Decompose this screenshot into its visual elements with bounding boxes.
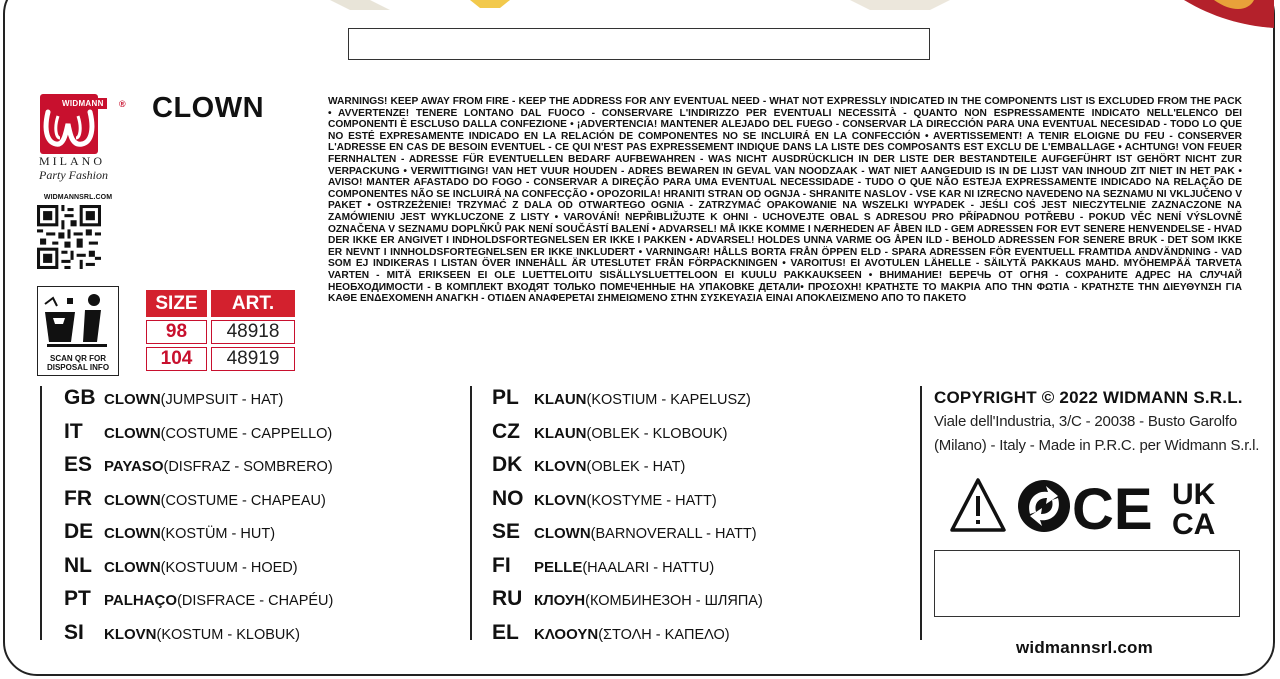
address-line-2: (Milano) - Italy - Made in P.R.C. per Widmann S.r.l. <box>934 437 1260 454</box>
address-line-1: Viale dell'Industria, 3/C - 20038 - Busto Garolfo <box>934 413 1237 430</box>
language-row <box>492 520 763 554</box>
safety-warnings: WARNINGS! KEEP AWAY FROM FIRE - KEEP THE ADDRESS FOR ANY EVENTUAL NEED - WHAT NOT EXPRESSLY INDICATED IN THE COMPONENTS LIST IS EXCLUDED FROM THE PACK • AVVERTENZE! TENERE LONTANO DAL FUOCO - CONSERVARE L'INDIRIZZO PER EVENTUALI NECESSITÀ - QUANTO NON ESPRESSAMENTE INDICATO NELL'ELENCO DEI COMPONENTI È ESCLUSO DALLA CONFEZIONE • ¡ADVERTENCIA! MANTENER ALEJADO DEL FUEGO - CONSERVAR LA DIRECCIÓN PARA UNA EVENTUAL NECESIDAD - TODO LO QUE NO ESTÉ EXPRESAMENTE INDICADO EN LA RELACIÓN DE COMPONENTES NO SE INCLUIRÁ EN LA CONFECCIÓN • AVERTISSEMENT! A TENIR ELOIGNE DU FEU - CONSERVER L'ADRESSE EN CAS DE BESOIN EVENTUEL - CE QUI N'EST PAS EXPRESSEMENT INDIQUE DANS LA LISTE DES COMPOSANTS EST EXCLU DE L'EMBALLAGE • ACHTUNG! VON FEUER FERNHALTEN - ADRESSE FÜR EVENTUELLEN BEDARF AUFBEWAHREN - WAS NICHT AUSDRÜCKLICH IN DER LISTE DER BESTANDTEILE AUFGEFÜHRT IST GEHÖRT NICHT ZUR VERPACKUNG • VERWITTIGING! VAN HET VUUR HOUDEN - ADRES BEWAREN IN GEVAL VAN NOODZAAK - WAT NIET AANGEDUID IS IN DE LIJST VAN INHOUD ZIT NIET IN HET PAK • AVISO! MANTER AFASTADO DO FOGO - CONSERVAR A DIREÇÃO PARA UMA EVENTUAL NECESSIDADE - TUDO O QUE NÃO ESTEJA EXPRESSAMENTE INDICADO NA RELAÇÃO DE COMPONENTES NÃO SE INCLUIRÁ NA CONFECÇÃO • OPOZORILA! HRANITI STRAN OD OGNJA - SHRANITE NASLOV - VSE KAR NI IZRECNO NAVEDENO NA SEZNAMU NI VKLJUČENO V PAKET • OSTRZEŻENIE! TRZYMAĆ Z DALA OD OTWARTEGO OGNIA - ZATRZYMAĆ OPAKOWANIE NA WSZELKI WYPADEK - JEŚLI COŚ JEST NIECZYTELNIE ZAZNACZONE NA ZAMÓWIENIU JEST WYKLUCZONE Z LISTY • VAROVÁNÍ! NEPŘIBLIŽUJTE K OHNI - UCHOVEJTE OBAL S ADRESOU PRO PŘÍPADNOU POTŘEBU - POKUD VĚC NENÍ VÝSLOVNĚ OZNAČENA V SEZNAMU DOPLŇKŮ PAK NENÍ SOUČÁSTÍ BALENÍ • ADVARSEL! MÅ IKKE KOMME I NÆRHEDEN AF ÅBEN ILD - GEM ADRESSEN FOR EVT SENERE HENVENDELSE - HVAD DER IKKE ER ANGIVET I INDHOLDSFORTEGNELSEN ER IKKE I PAKKEN • ADVARSEL! HOLDES UNNA VARME OG ÅPEN ILD - BEHOLD ADRESSEN FOR SENERE BRUK - DET SOM IKKE ER NEVNT I INNHOLDSFORTEGNELSEN ER IKKE INKLUDERT • VARNINGAR! HÅLLS BORTA FRÅN ÖPPEN ELD - SPARA ADRESSEN FÖR EVENTUELL FRAMTIDA ANDVÄNDNING - VAD SOM EJ INDIKERAS I LISTAN ÖVER INNEHÅLL ÄR UTESLUTET FRÅN FÖRPACKNINGEN • VAROITUS! EI AVOTULEN LÄHELLE - SÄILYTÄ PAKKAUS MAHD. MYÖHEMPÄÄ TARVETA VARTEN - MITÄ ERIKSEEN EI OLE LUETTELOITU SISÄLLYSLUETTELOON EI KUULU PAKKAUKSEEN • ВНИМАНИЕ! БЕРЕЧЬ ОТ ОГНЯ - СОХРАНИТЕ АДРЕС НА СЛУЧАЙ НЕОБХОДИМОСТИ - В КОМПЛЕКТ ВХОДЯТ ТОЛЬКО ПОМЕЧЕННЫЕ НА УПАКОВКЕ ДЕТАЛИ• ΠΡΟΣΟΧΗ! ΚΡΑΤΗΣΤΕ ΤΟ ΜΑΚΡΙΑ ΑΠΟ ΤΗΝ ΦΩΤΙΑ - ΚΡΑΤΗΣΤΕ ΤΗΝ ΔΙΕΥΘΥΝΣΗ ΓΙΑ ΚΑΘΕ ΕΝΔΕΧΟΜΕΝΗ ΑΝΑΓΚΗ - ΟΤΙΔΕΝ ΑΝΑΦΕΡΕΤΑΙ ΣΗΜΕΙΩΜΕΝΟ ΣΤΗΝ ΣΥΣΚΕΥΑΣΙΑ ΕΙΝΑΙ ΑΠΟΚΛΕΙΣΜΕΝΟ ΑΠΟ ΤΟ ΠΑΚΕΤΟ <box>328 96 1242 305</box>
logo-brand-text: WIDMANN <box>59 98 107 109</box>
certification-symbols <box>948 476 1238 536</box>
recycle-bin-info-icon <box>39 290 117 348</box>
language-code: DK <box>492 453 523 476</box>
corner-decorative-art <box>1184 0 1274 28</box>
widmann-logo <box>37 94 133 186</box>
qr-block <box>37 194 119 280</box>
language-item: CLOWN <box>104 391 161 408</box>
language-list-right <box>470 386 763 644</box>
art-number: 48919 <box>211 347 295 371</box>
language-item: PALHAÇO <box>104 592 178 609</box>
language-desc: (KOSTÜM - HUT) <box>160 526 276 542</box>
language-item: CLOWN <box>104 424 161 442</box>
size-table <box>146 290 295 371</box>
green-dot-recycle-icon <box>1018 480 1070 532</box>
language-row <box>492 420 763 454</box>
disposal-line-2: DISPOSAL INFO <box>46 363 110 372</box>
ce-mark-icon <box>1072 477 1153 536</box>
language-code: FR <box>64 486 92 510</box>
company-address <box>934 410 1264 458</box>
language-item: ΚΛΟΟΥΝ <box>534 625 599 643</box>
language-desc: (HAALARI - HATTU) <box>582 559 715 576</box>
language-desc: (KOSTUUM - HOED) <box>160 559 298 576</box>
qr-url: WIDMANNSRL.COM <box>43 194 113 201</box>
language-desc: (КОМБИНЕЗОН - ШЛЯПА) <box>585 593 763 609</box>
disposal-caption <box>38 354 118 372</box>
language-item: CLOWN <box>104 525 161 542</box>
language-item: CLOWN <box>534 525 591 542</box>
language-row <box>492 386 763 420</box>
language-row <box>492 487 763 521</box>
top-decorative-art <box>330 0 950 10</box>
language-item: KLAUN <box>534 391 587 408</box>
language-desc: (BARNOVERALL - HATT) <box>590 526 757 542</box>
language-code: NL <box>64 553 92 577</box>
language-desc: (ΣΤΟΛΗ - ΚΑΠΕΛΟ) <box>598 626 730 643</box>
language-item: CLOWN <box>104 491 161 509</box>
language-code: PT <box>64 587 91 610</box>
size-value: 98 <box>146 320 207 344</box>
language-row <box>64 386 333 420</box>
language-desc: (KOSTUM - KLOBUK) <box>156 626 300 643</box>
size-table-header <box>146 290 295 317</box>
website-url[interactable]: widmannsrl.com <box>1016 638 1153 657</box>
language-desc: (DISFRACE - CHAPÉU) <box>177 593 334 609</box>
qr-code-icon[interactable] <box>37 204 101 270</box>
language-row <box>64 587 333 621</box>
language-item: PELLE <box>534 558 583 576</box>
language-row <box>64 487 333 521</box>
size-header: SIZE <box>146 290 207 317</box>
language-desc: (JUMPSUIT - HAT) <box>160 392 284 408</box>
language-row <box>64 520 333 554</box>
language-row <box>492 453 763 487</box>
language-code: DE <box>64 520 94 543</box>
language-code: EL <box>492 620 519 644</box>
logo-city: MILANO <box>39 154 105 168</box>
language-desc: (OBLEK - KLOBOUK) <box>586 425 728 442</box>
top-label-box <box>348 28 930 60</box>
ukca-top: UK <box>1172 478 1216 511</box>
size-row <box>146 320 295 344</box>
language-desc: (COSTUME - CAPPELLO) <box>160 425 333 442</box>
logo-tagline: Party Fashion <box>39 168 108 182</box>
copyright-text: COPYRIGHT © 2022 WIDMANN S.R.L. <box>934 388 1243 407</box>
language-item: КЛОУН <box>534 592 586 609</box>
language-row <box>64 420 333 454</box>
language-desc: (KOSTYME - HATT) <box>586 492 717 509</box>
art-header: ART. <box>211 290 295 317</box>
language-desc: (COSTUME - CHAPEAU) <box>160 492 326 509</box>
size-row <box>146 347 295 371</box>
product-title: CLOWN <box>152 92 265 124</box>
language-code: CZ <box>492 419 520 443</box>
language-code: IT <box>64 419 83 443</box>
language-item: KLAUN <box>534 424 587 442</box>
language-code: GB <box>64 386 96 409</box>
language-row <box>492 587 763 621</box>
language-row <box>64 453 333 487</box>
language-desc: (DISFRAZ - SOMBRERO) <box>163 459 333 475</box>
language-list-left <box>40 386 334 644</box>
language-code: FI <box>492 553 511 577</box>
ukca-mark-icon <box>1172 478 1216 536</box>
language-code: PL <box>492 386 519 409</box>
language-item: KLOVN <box>534 458 587 475</box>
language-desc: (OBLEK - HAT) <box>586 459 686 475</box>
bottom-label-box <box>934 550 1240 617</box>
logo-registered-mark: ® <box>119 99 126 109</box>
language-desc: (KOSTIUM - KAPELUSZ) <box>586 392 751 408</box>
ce-mark: CE <box>1072 477 1153 536</box>
language-item: PAYASO <box>104 458 164 475</box>
language-code: SI <box>64 620 84 644</box>
ukca-bottom: CA <box>1172 508 1216 536</box>
disposal-line-1: SCAN QR FOR <box>50 354 106 363</box>
disposal-info <box>37 286 119 376</box>
language-code: SE <box>492 520 521 543</box>
language-row <box>64 554 333 588</box>
language-row <box>492 621 763 655</box>
size-value: 104 <box>146 347 207 371</box>
art-number: 48918 <box>211 320 295 344</box>
language-item: CLOWN <box>104 558 161 576</box>
language-item: KLOVN <box>104 625 157 643</box>
language-row <box>64 621 333 655</box>
copyright-column <box>920 386 1264 640</box>
language-code: ES <box>64 453 93 476</box>
language-code: NO <box>492 486 524 510</box>
language-item: KLOVN <box>534 491 587 509</box>
warning-triangle-icon <box>952 480 1004 530</box>
language-row <box>492 554 763 588</box>
language-code: RU <box>492 587 523 610</box>
